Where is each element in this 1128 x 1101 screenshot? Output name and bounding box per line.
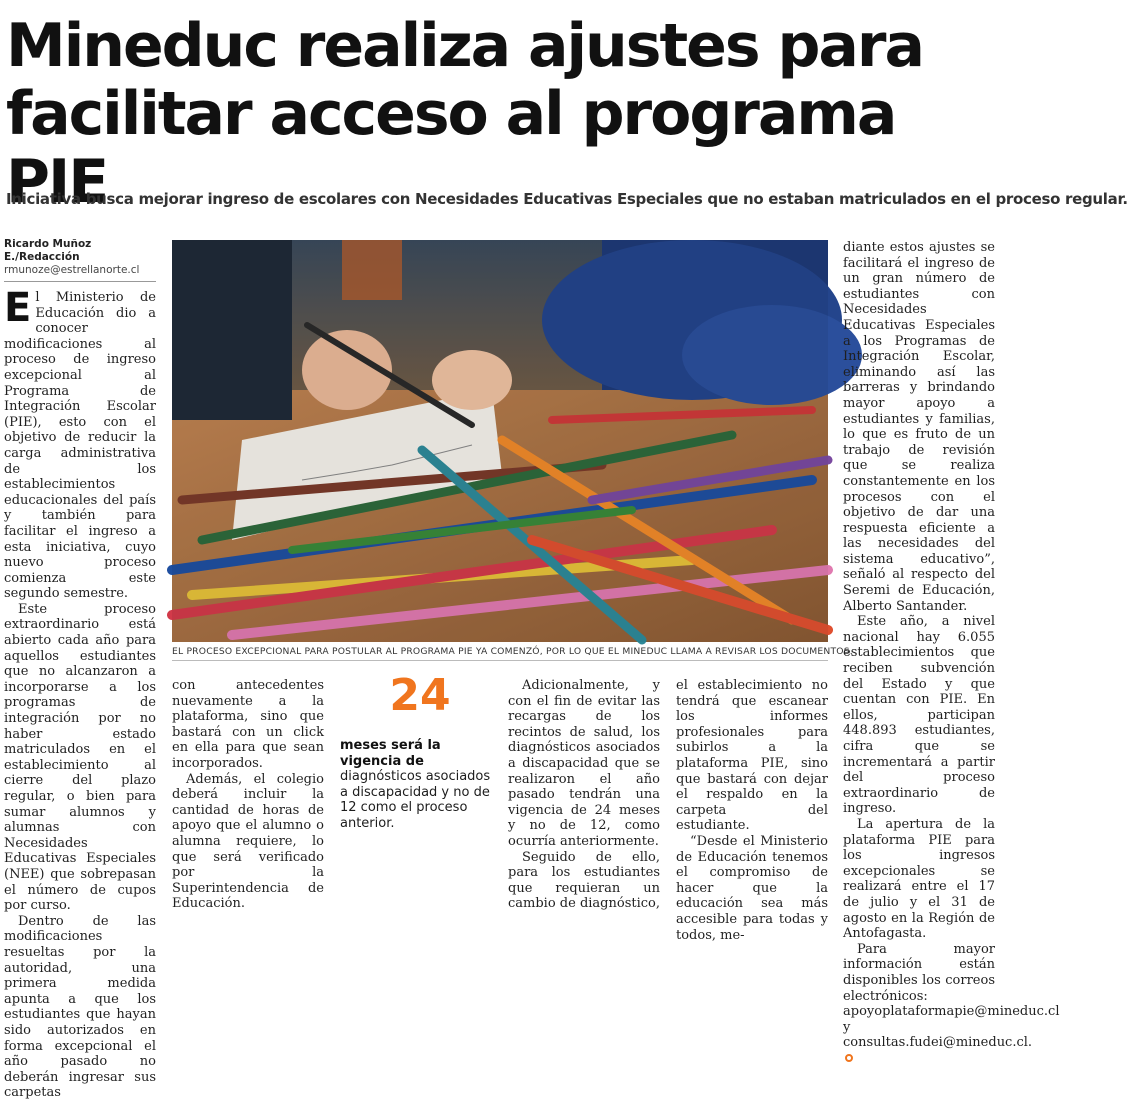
subheadline: Iniciativa busca mejorar ingreso de escolares con Necesidades Educativas Especiales que no estaban matriculados en el proceso regular. — [6, 190, 1128, 208]
column-1 — [4, 285, 156, 1101]
paragraph: con antecedentes nuevamente a la plataforma, sino que bastará con un click en ella para que sean incorporados. — [172, 678, 324, 771]
paragraph: Adicionalmente, y con el fin de evitar las recargas de los recintos de salud, los diagnósticos asociados a discapacidad que se realizaron el año pasado tendrán una vigencia de 24 meses y no de 12, como ocurría anteriormente. — [508, 678, 660, 849]
byline-email: rmunoze@estrellanorte.cl — [4, 264, 140, 276]
fact-number: 24 — [389, 670, 451, 721]
paragraph: diante estos ajustes se facilitará el ingreso de un gran número de estudiantes con Necesidades Educativas Especiales a los Programas de Integración Escolar, eliminando así las barreras y brindando mayor apoyo a estudiantes y familias, lo que es fruto de un trabajo de revisión que se realiza constantemente en los procesos con el objetivo de dar una respuesta eficiente a las necesidades del sistema educativo”, señaló al respecto del Seremi de Educación, Alberto Santander. — [843, 240, 995, 614]
paragraph — [843, 941, 1060, 1067]
paragraph: Este año, a nivel nacional hay 6.055 establecimientos que reciben subvención del Estado y que cuentan con PIE. En ellos, participan 448.893 estudiantes, cifra que se incrementará a partir del proceso extraordinario de ingreso. — [843, 614, 995, 817]
fact-text: diagnósticos asociados a discapacidad y no de 12 como el proceso anterior. — [340, 769, 491, 831]
paragraph: La apertura de la plataforma PIE para los ingresos excepcionales se realizará entre el 17 de julio y el 31 de agosto en la Región de Antofagasta. — [843, 816, 995, 942]
column-4 — [508, 678, 660, 912]
paragraph-text: Para mayor información están disponibles los correos electrónicos: apoyoplataformapie@mineduc.cl y consultas.fudei@mineduc.cl. — [843, 941, 1060, 1051]
paragraph: Dentro de las modificaciones resueltas por la autoridad, una primera medida apunta a que los estudiantes que hayan sido autorizados en forma excepcional el año pasado no deberán ingresar sus carpetas — [4, 913, 156, 1101]
headline — [6, 11, 1128, 217]
fact-box — [340, 738, 500, 831]
photo-children-drawing-with-colored-pencils — [172, 240, 828, 642]
end-mark-icon — [845, 1054, 853, 1062]
paragraph — [4, 285, 156, 602]
fact-lead: meses será la vigencia de — [340, 738, 441, 769]
caption-divider — [172, 660, 828, 661]
paragraph: “Desde el Ministerio de Educación tenemos el compromiso de hacer que la educación sea más accesible para todas y todos, me- — [676, 833, 828, 943]
drop-cap: E — [4, 285, 32, 331]
paragraph: Seguido de ello, para los estudiantes que requieran un cambio de diagnóstico, — [508, 849, 660, 912]
headline-line-1: Mineduc realiza ajustes para — [6, 11, 923, 81]
column-2 — [172, 678, 324, 912]
paragraph-text: l Ministerio de Educación dio a conocer modificaciones al proceso de ingreso excepcional al Programa de Integración Escolar (PIE), esto con el objetivo de reducir la carga administrativa de los establecimientos educacionales del país y también para facilitar el ingreso a esta iniciativa, cuyo nuevo proceso comienza este segundo semestre. — [4, 290, 156, 602]
paragraph: Además, el colegio deberá incluir la cantidad de horas de apoyo que el alumno o alumna requiere, lo que será verificado por la Superintendencia de Educación. — [172, 771, 324, 912]
column-5 — [676, 678, 828, 943]
column-6 — [843, 240, 1060, 1066]
headline-line-2: facilitar acceso al programa PIE — [6, 79, 896, 217]
paragraph: el establecimiento no tendrá que escanear los informes profesionales para subirlos a la plataforma PIE, sino que bastará con dejar el respaldo en la carpeta del estudiante. — [676, 678, 828, 834]
photo-caption: EL PROCESO EXCEPCIONAL PARA POSTULAR AL PROGRAMA PIE YA COMENZÓ, POR LO QUE EL MINEDUC LLAMA A REVISAR LOS DOCUMENTOS. — [172, 646, 853, 657]
byline — [4, 238, 156, 282]
paragraph: Este proceso extraordinario está abierto cada año para aquellos estudiantes que no alcanzaron a incorporarse a los programas de integración por no haber estado matriculados en el establecimiento al cierre del plazo regular, o bien para sumar alumnos y alumnas con Necesidades Educativas Especiales (NEE) que sobrepasan el número de cupos por curso. — [4, 601, 156, 914]
article-photo — [172, 240, 828, 642]
byline-author: Ricardo Muñoz E./Redacción — [4, 238, 92, 263]
